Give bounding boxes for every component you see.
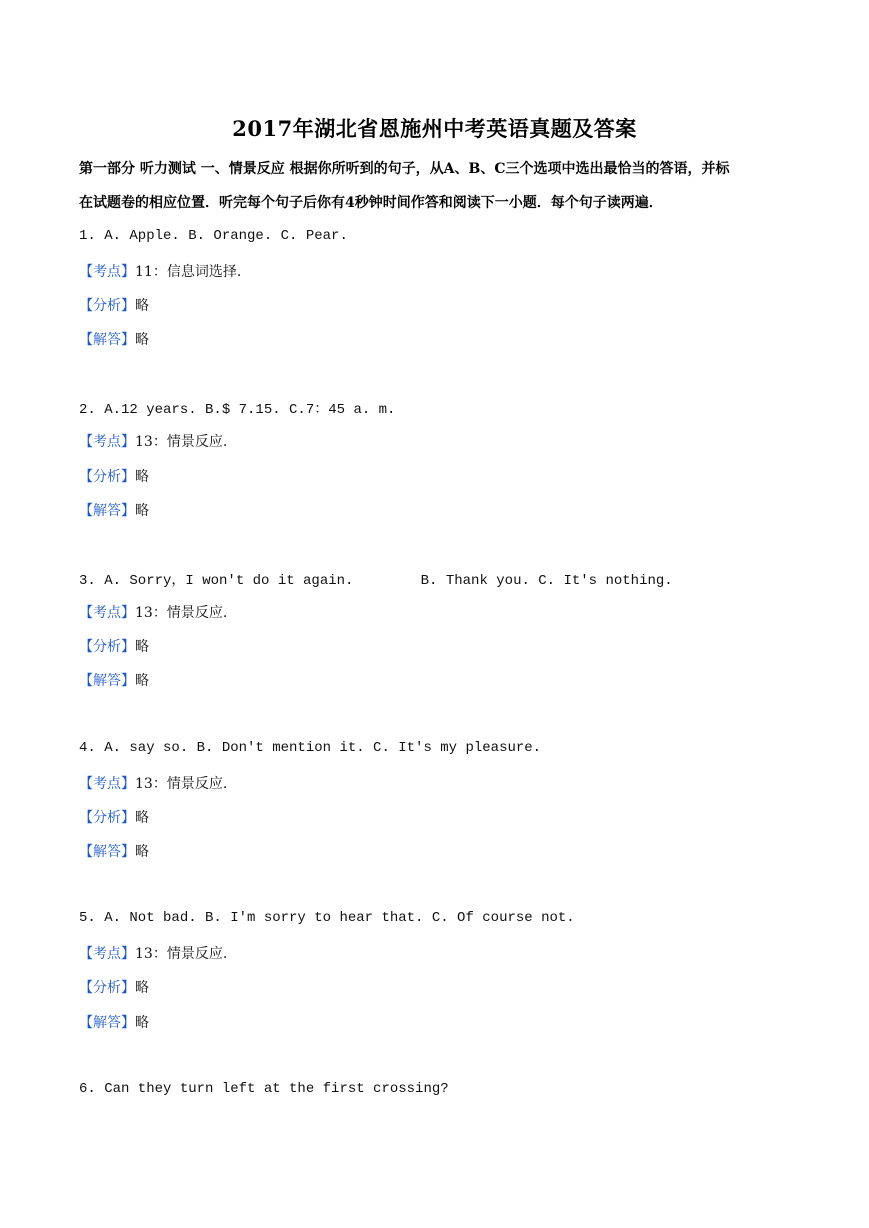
- question-3: 3. A. Sorry，I won't do it again. B. Thank you. C. It's nothing.: [79, 573, 673, 589]
- fenxi-label: 【分析】: [79, 810, 135, 826]
- jieda-text: 略: [135, 332, 149, 348]
- question-6: 6. Can they turn left at the first crossing?: [79, 1081, 449, 1097]
- fenxi-text: 略: [135, 298, 149, 314]
- q1-jieda: [79, 329, 149, 349]
- kaodian-label: 【考点】: [79, 605, 135, 621]
- fenxi-text: 略: [135, 980, 149, 996]
- jieda-label: 【解答】: [79, 844, 135, 860]
- jieda-label: 【解答】: [79, 673, 135, 689]
- q5-kaodian: [79, 943, 227, 963]
- q3-jieda: [79, 670, 149, 690]
- q2-jieda: [79, 500, 149, 520]
- q3-kaodian: [79, 602, 227, 622]
- kaodian-text: 13：情景反应.: [135, 605, 228, 621]
- q2-kaodian: [79, 431, 227, 451]
- kaodian-label: 【考点】: [79, 946, 135, 962]
- jieda-label: 【解答】: [79, 503, 135, 519]
- intro-line-1: 第一部分 听力测试 一、情景反应 根据你所听到的句子，从A、B、C三个选项中选出最恰当的答语，并标: [79, 161, 730, 177]
- fenxi-label: 【分析】: [79, 980, 135, 996]
- kaodian-label: 【考点】: [79, 264, 135, 280]
- fenxi-text: 略: [135, 469, 149, 485]
- fenxi-label: 【分析】: [79, 639, 135, 655]
- kaodian-label: 【考点】: [79, 776, 135, 792]
- jieda-text: 略: [135, 503, 149, 519]
- q5-fenxi: [79, 977, 149, 997]
- intro-line-2: 在试题卷的相应位置．听完每个句子后你有4秒钟时间作答和阅读下一小题．每个句子读两遍．: [79, 195, 663, 211]
- q4-fenxi: [79, 807, 149, 827]
- fenxi-text: 略: [135, 639, 149, 655]
- kaodian-text: 13：情景反应.: [135, 776, 228, 792]
- fenxi-label: 【分析】: [79, 469, 135, 485]
- jieda-text: 略: [135, 844, 149, 860]
- q3-fenxi: [79, 636, 149, 656]
- jieda-text: 略: [135, 1015, 149, 1031]
- q5-jieda: [79, 1012, 149, 1032]
- question-4: 4. A. say so. B. Don't mention it. C. It's my pleasure.: [79, 740, 542, 756]
- question-2: 2. A.12 years. B.$ 7.15. C.7：45 a. m.: [79, 402, 396, 418]
- q1-fenxi: [79, 295, 149, 315]
- jieda-label: 【解答】: [79, 1015, 135, 1031]
- kaodian-label: 【考点】: [79, 434, 135, 450]
- fenxi-text: 略: [135, 810, 149, 826]
- jieda-label: 【解答】: [79, 332, 135, 348]
- q2-fenxi: [79, 466, 149, 486]
- q4-kaodian: [79, 773, 227, 793]
- question-5: 5. A. Not bad. B. I'm sorry to hear that. C. Of course not.: [79, 910, 575, 926]
- fenxi-label: 【分析】: [79, 298, 135, 314]
- kaodian-text: 13：情景反应.: [135, 434, 228, 450]
- q4-jieda: [79, 841, 149, 861]
- kaodian-text: 13：情景反应.: [135, 946, 228, 962]
- page-title: 2017年湖北省恩施州中考英语真题及答案: [232, 116, 637, 141]
- kaodian-text: 11：信息词选择.: [135, 264, 242, 280]
- jieda-text: 略: [135, 673, 149, 689]
- q1-kaodian: [79, 261, 241, 281]
- question-1: 1. A. Apple. B. Orange. C. Pear.: [79, 228, 348, 244]
